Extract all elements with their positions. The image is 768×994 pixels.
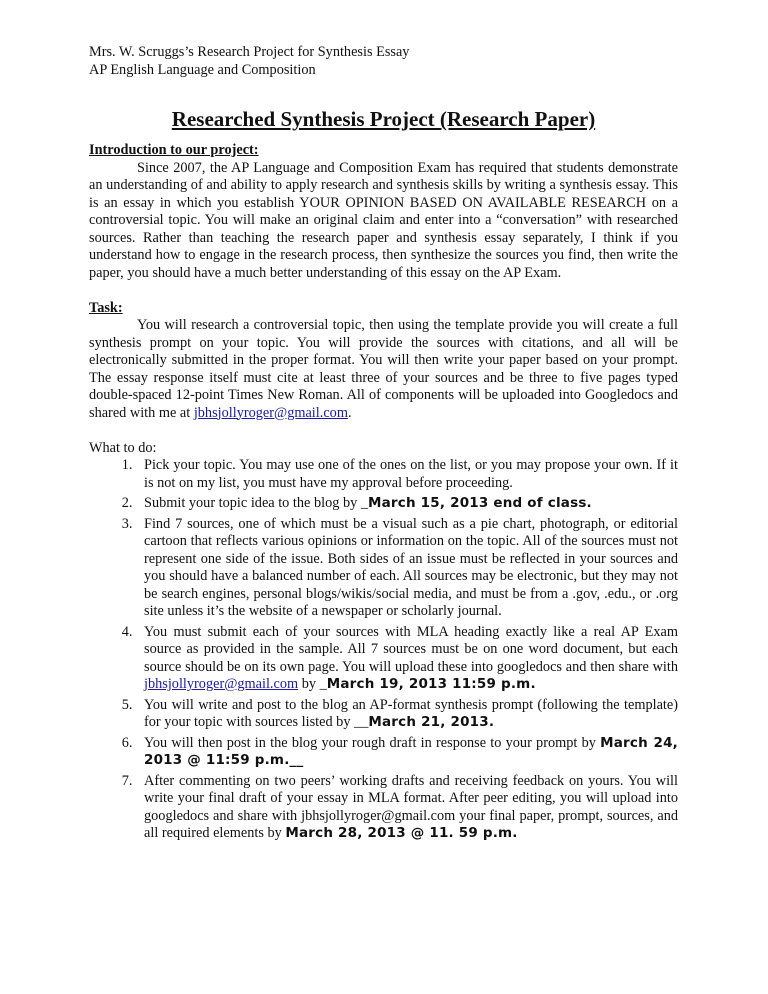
task-text-end: . bbox=[347, 404, 352, 421]
step-text: You will then post in the blog your rough draft in response to your prompt by bbox=[144, 734, 601, 751]
task-paragraph bbox=[89, 317, 678, 422]
email-link[interactable]: jbhsjollyroger@gmail.com bbox=[144, 676, 299, 692]
step-text: Find 7 sources, one of which must be a visual such as a pie chart, photograph, or editorial cartoon that reflects various opinions or information on the topic. All of the sources must not represent one side of the issue. Both sides of an issue must be reflected in your sources and you should have a balanced number of each. All sources may be electronic, but they may not be search engines, personal blogs/wikis/social media, and must be from a .gov, .edu., or .org site unless it’s the website of a newspaper or scholarly journal. bbox=[144, 515, 678, 619]
header-line-1: Mrs. W. Scruggs’s Research Project for Synthesis Essay bbox=[89, 44, 410, 60]
task-heading: Task: bbox=[89, 299, 123, 316]
step-7 bbox=[136, 773, 678, 843]
step-1 bbox=[136, 457, 678, 492]
step-3 bbox=[136, 516, 678, 621]
intro-heading: Introduction to our project: bbox=[89, 142, 259, 158]
step-text: After commenting on two peers’ working drafts and receiving feedback on yours. You will write your final draft of your essay in MLA format. After peer editing, you will upload into googledocs and share with jbhsjollyroger@gmail.com your final paper, prompt, sources, and all required elements by bbox=[144, 772, 678, 841]
step-text: Pick your topic. You may use one of the ones on the list, or you may propose your own. If it is not on my list, you must have my approval before proceeding. bbox=[144, 457, 678, 491]
step-text: You will write and post to the blog an AP-format synthesis prompt (following the template) for your topic with sources listed by __ bbox=[144, 696, 678, 730]
document-page bbox=[89, 44, 678, 846]
step-text: Submit your topic idea to the blog by _ bbox=[144, 495, 368, 511]
step-4 bbox=[136, 624, 678, 694]
due-date: March 21, 2013. bbox=[368, 714, 495, 730]
due-date: March 19, 2013 11:59 p.m. bbox=[326, 676, 536, 692]
step-text-after: by _ bbox=[298, 676, 327, 692]
steps-list bbox=[89, 457, 678, 843]
step-6 bbox=[136, 735, 678, 770]
step-text: You must submit each of your sources with MLA heading exactly like a real AP Exam source as provided in the sample. All 7 sources must be on one word document, but each source should be on its own page. You will upload these into googledocs and then share with bbox=[144, 623, 678, 675]
spacer bbox=[89, 282, 678, 300]
step-5 bbox=[136, 697, 678, 732]
due-date: March 15, 2013 end of class. bbox=[367, 495, 592, 511]
intro-paragraph: Since 2007, the AP Language and Composition Exam has required that students demonstrate an understanding of and ability to apply research and synthesis skills by writing a synthesis essay. This is an essay in which you establish YOUR OPINION BASED ON AVAILABLE RESEARCH on a controversial topic. You will make an original claim and enter into a “conversation” with researched sources. Rather than teaching the research paper and synthesis essay separately, I think if you understand how to engage in the research process, then synthesize the sources you find, then write the paper, you should have a much better understanding of this essay on the AP Exam. bbox=[89, 159, 678, 281]
what-to-do-heading: What to do: bbox=[89, 439, 157, 456]
email-link[interactable]: jbhsjollyroger@gmail.com bbox=[193, 404, 348, 421]
due-date: March 24, 2013 @ 11:59 p.m.__ bbox=[144, 734, 678, 768]
step-2 bbox=[136, 495, 678, 513]
document-title: Researched Synthesis Project (Research Paper) bbox=[171, 107, 596, 131]
header-line-2: AP English Language and Composition bbox=[89, 61, 316, 78]
task-text: You will research a controversial topic, then using the template provide you will create a full synthesis prompt on your topic. You will provide the sources with citations, and all will be electronically submitted in the proper format. You will then write your paper based on your prompt. The essay response itself must cite at least three of your sources and be three to five pages typed double-spaced 12-point Times New Roman. All of components will be uploaded into Googledocs and shared with me at bbox=[89, 317, 678, 421]
due-date: March 28, 2013 @ 11. 59 p.m. bbox=[285, 825, 518, 841]
spacer bbox=[89, 422, 678, 440]
